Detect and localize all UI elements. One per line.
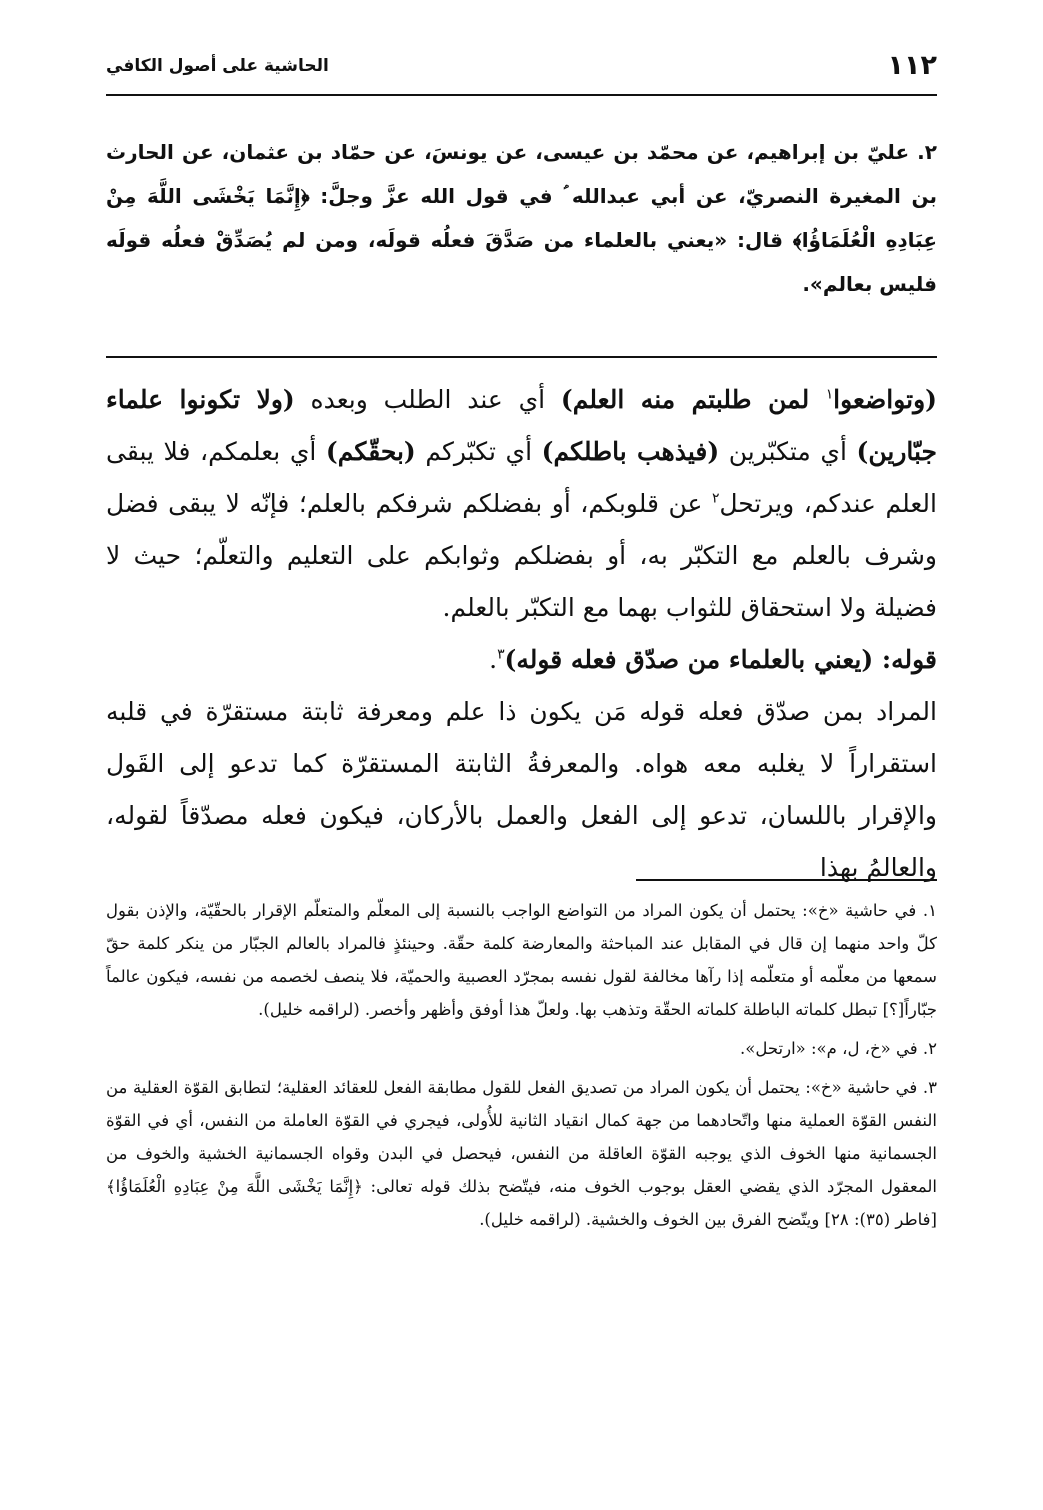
quoted-phrase: (ولا تكونوا علماء جبّارين) [106,385,938,466]
quoted-phrase: (بحقّكم) [325,437,416,466]
footnote-2: ٢. في «خ، ل، م»: «ارتحل». [740,1039,937,1058]
quoted-phrase: لمن طلبتم منه العلم) [560,385,826,414]
section-divider [106,356,937,358]
commentary-text: أي تكبّركم [415,437,542,466]
footnote-ref: ١ [825,386,834,403]
commentary-text: أي متكبّرين [719,437,857,466]
commentary-text: أي بعلمكم، فلا يبقى العلم عندكم، ويرتحل [106,437,937,518]
commentary-paragraph: المراد بمن صدّق فعله قوله مَن يكون ذا علم ومعرفة ثابتة مستقرّة في قلبه استقراراً لا يغلبه معه هواه. والمعرفةُ الثابتة المستقرّة كما تدعو إلى القَول والإقرار باللسان، تدعو إلى الفعل والعمل بالأركان، فيكون فعله مصدّقاً لقوله، والعالمُ بهذا [106,697,937,882]
quoted-phrase: (وتواضعوا [833,385,937,414]
commentary-text: أي عند الطلب وبعده [294,385,561,414]
running-title: الحاشية على أصول الكافي [106,56,329,76]
footnote-ref: ٣ [497,646,505,663]
commentary-heading [106,634,937,686]
commentary-paragraph [106,374,937,634]
hadith-text: ٢. عليّ بن إبراهيم، عن محمّد بن عيسى، عن يونسَ، عن حمّاد بن عثمان، عن الحارث بن المغيرة النصريّ، عن أبي عبدالله ؑ في قول الله عزَّ وجلَّ: ﴿إِنَّمَا يَخْشَى اللَّهَ مِنْ عِبَادِهِ الْعُلَمَاؤُا﴾ قال: «يعني بالعلماء من صَدَّقَ فعلُه قولَه، ومن لم يُصَدِّقْ فعلُه قولَه فليس بعالم». [106,140,937,296]
footnotes [106,894,937,1242]
footnote-ref: ٢ [711,490,720,507]
commentary-text: عن قلوبكم، أو بفضلكم شرفكم بالعلم؛ فإنّه لا يبقى فضل وشرف بالعلم مع التكبّر به، أو بفضلكم وثوابكم على التعليم والتعلّم؛ حيث لا فضيلة ولا استحقاق للثواب بهما مع التكبّر بالعلم. [106,489,937,622]
header-divider [106,94,937,96]
footnote-divider [636,879,937,881]
page-number: ١١٢ [887,50,937,81]
footnote-1: ١. في حاشية «خ»: يحتمل أن يكون المراد من التواضع الواجب بالنسبة إلى المعلّم والمتعلّم الإقرار بالحقّيّة، والإذن بقول كلّ واحد منهما إن قال في المقابل عند المباحثة والمعارضة كلمة حقّة. وحينئذٍ فالمراد بالعالم الجبّار من ينكر كلمة حقّ سمعها من معلّمه أو متعلّمه إذا رآها مخالفة لقول نفسه بمجرّد العصبية والحميّة، فلا ينصف لخصمه من نفسه، فيكون عالماً جبّاراً[؟] تبطل كلماته الباطلة كلماته الحقّة وتذهب بها. ولعلّ هذا أوفق وأظهر وأخصر. (لراقمه خليل). [106,901,937,1019]
page-header [106,50,937,90]
quoted-phrase: (فيذهب باطلكم) [541,437,720,466]
heading-end: . [489,645,498,674]
footnote-3: ٣. في حاشية «خ»: يحتمل أن يكون المراد من تصديق الفعل للقول مطابقة الفعل للعقائد العقلية؛ لتطابق القوّة العقلية من النفس القوّة العملية منها واتّحادهما من جهة كمال انقياد الثانية للأُولى، فيجري في القوّة العاملة من النفس، أي في القوّة الجسمانية منها الخوف الذي يوجبه القوّة العاقلة من النفس، فيحصل في البدن وقواه الجسمانية الخشية والخوف من المعقول المجرّد الذي يقضي العقل بوجوب الخوف منه، فيتّضح بذلك قوله تعالى: ﴿إِنَّمَا يَخْشَى اللَّهَ مِنْ عِبَادِهِ الْعُلَمَاؤُا﴾ [فاطر (٣٥): ٢٨] ويتّضح الفرق بين الخوف والخشية. (لراقمه خليل). [106,1078,937,1229]
commentary [106,374,937,894]
quoted-heading: قوله: (يعني بالعلماء من صدّق فعله قوله) [504,645,937,674]
